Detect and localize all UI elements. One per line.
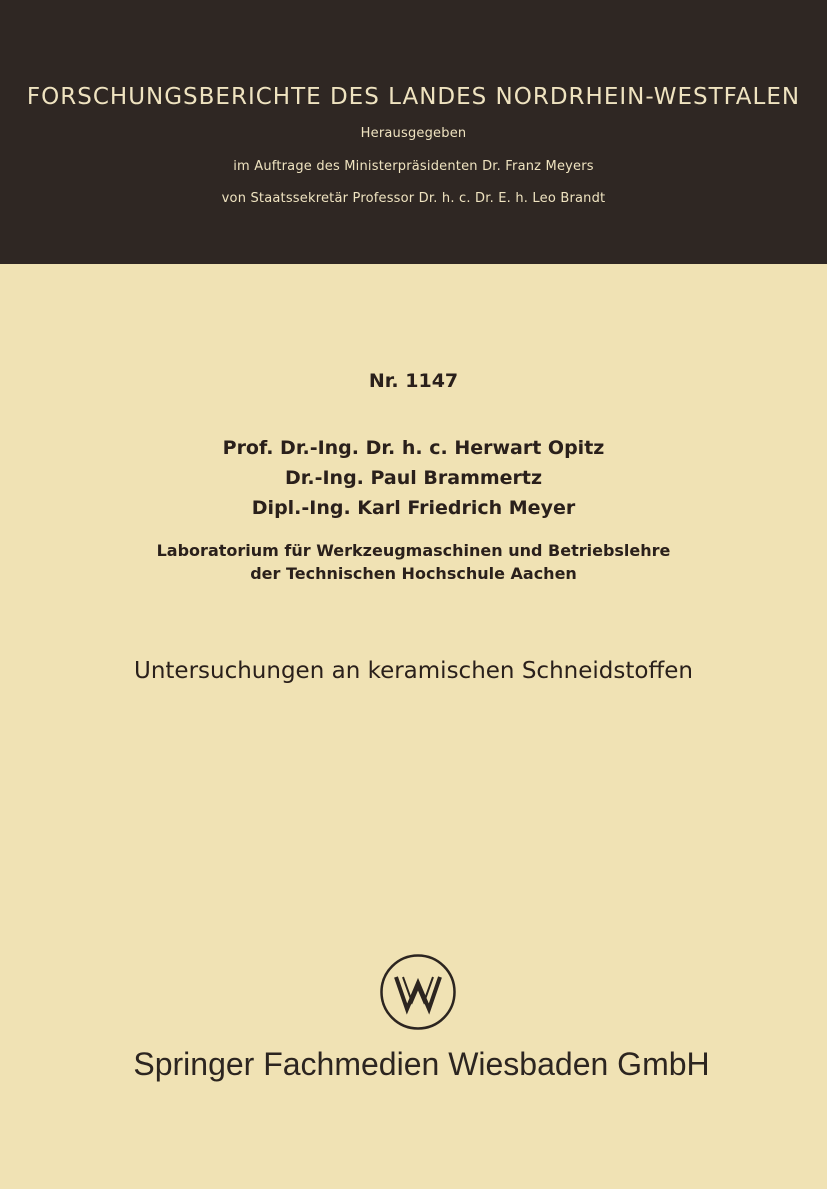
springer-vw-logo-icon — [379, 953, 457, 1031]
report-title: Untersuchungen an keramischen Schneidstoffen — [133, 658, 694, 684]
institution-line-1: Laboratorium für Werkzeugmaschinen und Betriebslehre — [156, 541, 671, 560]
series-title: FORSCHUNGSBERICHTE DES LANDES NORDRHEIN-WESTFALEN — [26, 84, 801, 110]
editor-line-1: Herausgegeben — [360, 126, 467, 141]
institution-line-2: der Technischen Hochschule Aachen — [250, 564, 577, 583]
author-3: Dipl.-Ing. Karl Friedrich Meyer — [251, 497, 576, 519]
series-header — [0, 0, 827, 264]
author-1: Prof. Dr.-Ing. Dr. h. c. Herwart Opitz — [222, 437, 605, 459]
publisher-name: Springer Fachmedien Wiesbaden GmbH — [133, 1046, 710, 1082]
editor-line-2: im Auftrage des Ministerpräsidenten Dr. Franz Meyers — [233, 159, 594, 174]
report-number: Nr. 1147 — [368, 370, 459, 392]
author-2: Dr.-Ing. Paul Brammertz — [284, 467, 543, 489]
editor-line-3: von Staatssekretär Professor Dr. h. c. Dr. E. h. Leo Brandt — [221, 191, 606, 206]
